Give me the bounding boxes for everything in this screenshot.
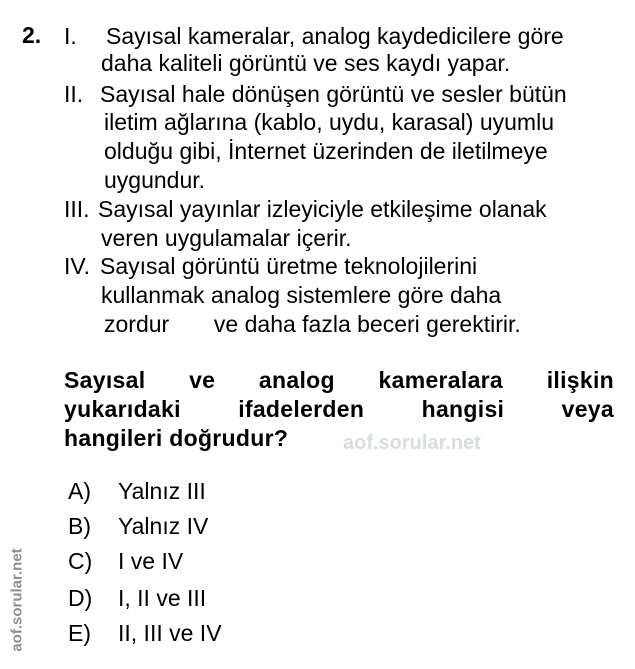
statement-line: Sayısal hale dönüşen görüntü ve sesler bütün <box>100 81 567 107</box>
statement-line: daha kaliteli görüntü ve ses kaydı yapar. <box>101 50 511 76</box>
watermark-inline: aof.sorular.net <box>343 432 481 454</box>
option-d[interactable] <box>68 584 206 613</box>
option-c[interactable] <box>68 547 183 576</box>
option-b[interactable] <box>68 512 208 541</box>
option-text: II, III ve IV <box>118 620 222 646</box>
question-number: 2. <box>22 22 42 48</box>
option-text: Yalnız III <box>118 478 206 504</box>
statement-line: olduğu gibi, İnternet üzerinden de iletilmeye <box>104 138 548 164</box>
statement-numeral: III. <box>64 196 90 222</box>
option-letter: B) <box>68 513 91 539</box>
option-a[interactable] <box>68 477 206 506</box>
statement-line: kullanmak analog sistemlere göre daha <box>101 282 502 308</box>
statement-numeral: II. <box>64 81 84 107</box>
option-text: I ve IV <box>118 548 184 574</box>
option-letter: A) <box>68 478 91 504</box>
statement-line: veren uygulamalar içerir. <box>101 225 352 251</box>
statement-line: uygundur. <box>104 167 206 193</box>
statement-numeral: IV. <box>64 253 91 279</box>
prompt-line: hangileri doğrudur? <box>64 425 289 451</box>
option-text: I, II ve III <box>118 585 207 611</box>
option-text: Yalnız IV <box>118 513 209 539</box>
watermark-side: aof.sorular.net <box>8 548 26 652</box>
option-letter: C) <box>68 548 93 574</box>
statement-line: iletim ağlarına (kablo, uydu, karasal) uyumlu <box>104 109 554 135</box>
prompt-line: yukarıdaki ifadelerden hangisi veya <box>64 396 614 422</box>
option-letter: D) <box>68 585 93 611</box>
prompt-line: Sayısal ve analog kameralara ilişkin <box>64 367 614 393</box>
statement-numeral: I. <box>64 23 77 49</box>
question-prompt <box>64 366 614 453</box>
option-e[interactable] <box>68 619 222 648</box>
option-letter: E) <box>68 620 91 646</box>
statement-line: Sayısal kameralar, analog kaydedicilere göre <box>106 23 564 49</box>
statement-line: zordur ve daha fazla beceri gerektirir. <box>104 311 521 337</box>
statement-line: Sayısal görüntü üretme teknolojilerini <box>100 253 478 279</box>
statement-line: Sayısal yayınlar izleyiciyle etkileşime olanak <box>98 196 547 222</box>
